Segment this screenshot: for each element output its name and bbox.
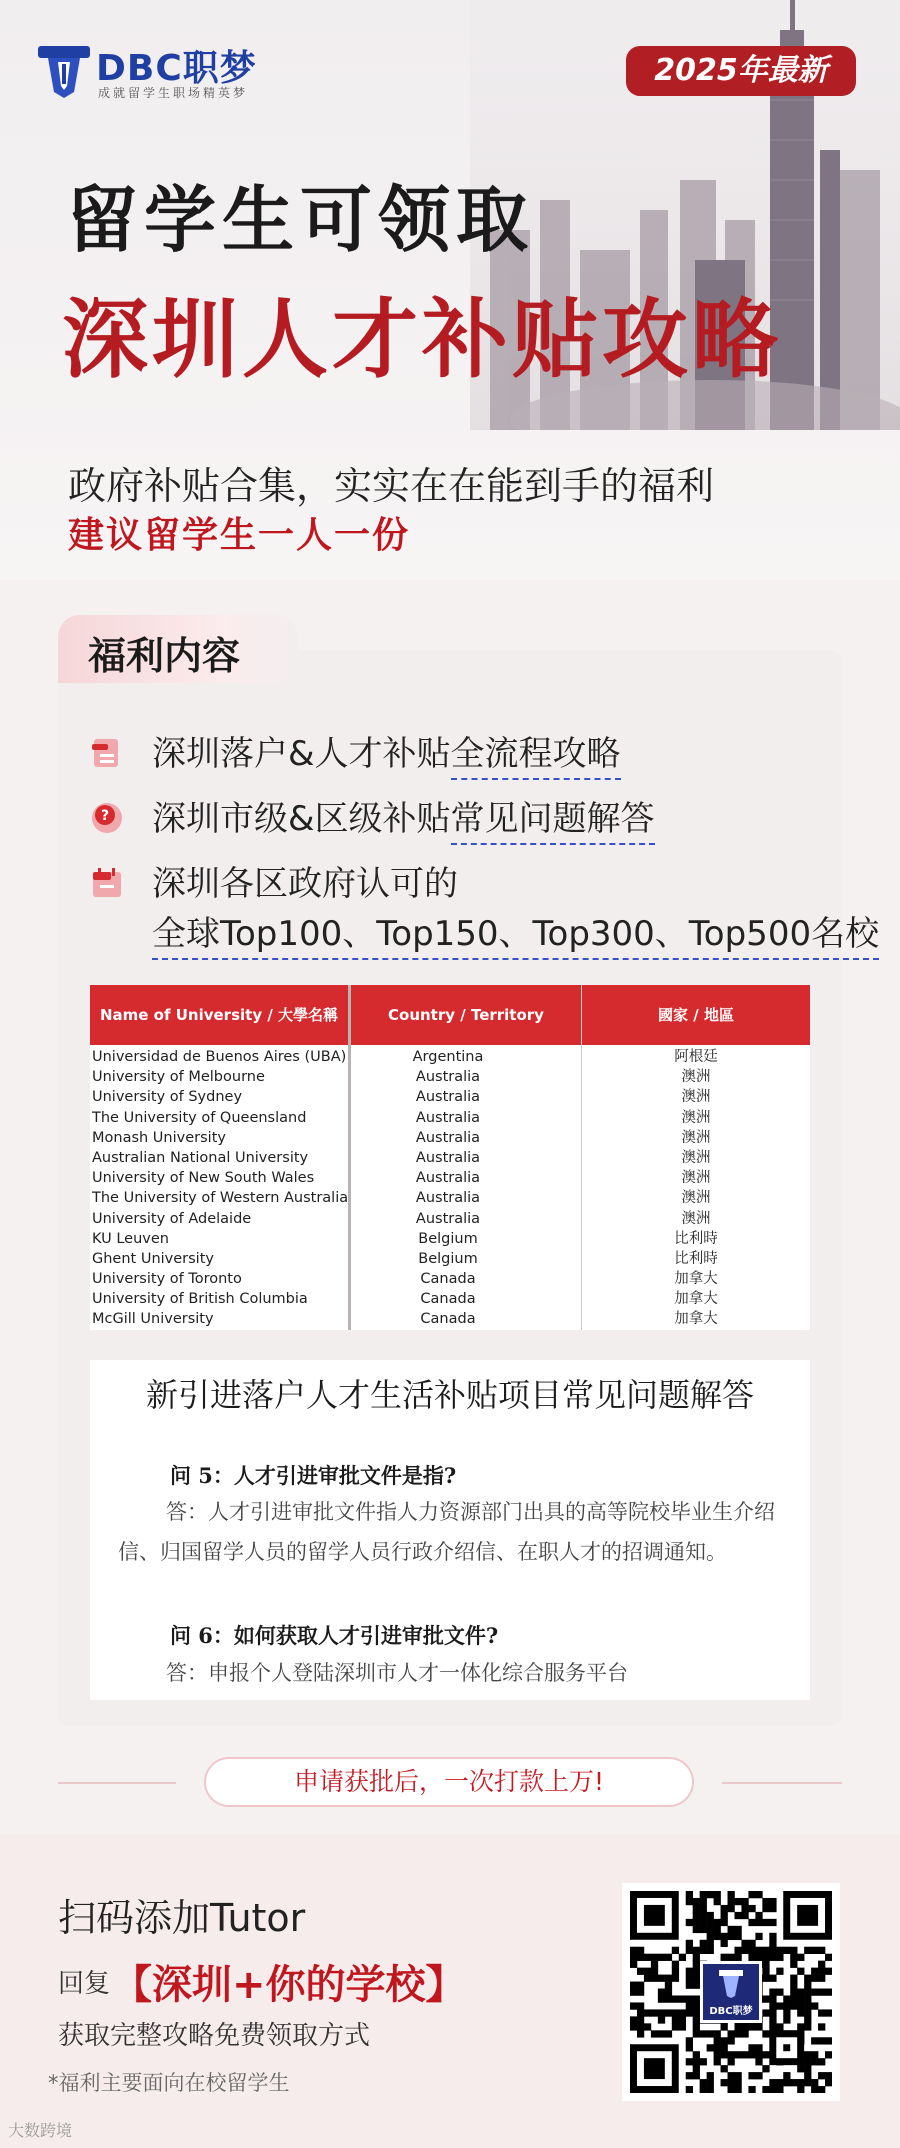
calendar-icon xyxy=(90,866,124,900)
faq-answer-5: 答：人才引进审批文件指人力资源部门出具的高等院校毕业生介绍信、归国留学人员的留学人员行政介绍信、在职人才的招调通知。 xyxy=(118,1500,775,1564)
hero-banner xyxy=(0,0,900,580)
benefit-item-2-text: 深圳市级&区级补贴常见问题解答 xyxy=(152,791,655,840)
dbc-logo-icon xyxy=(719,1970,743,1998)
country-cell: Australia xyxy=(415,1129,481,1146)
university-name-cell: Ghent University xyxy=(92,1250,214,1267)
country-cell: Argentina xyxy=(412,1049,484,1065)
faq-question-6: 问 6：如何获取人才引进审批文件? xyxy=(170,1623,499,1648)
subtitle-line2: 建议留学生一人一份 xyxy=(68,515,411,556)
watermark: 大数跨境 xyxy=(8,2121,73,2140)
footnote: *福利主要面向在校留学生 xyxy=(48,2071,290,2095)
svg-text:?: ? xyxy=(100,808,110,824)
table-row xyxy=(90,1087,810,1107)
university-name-cell: McGill University xyxy=(92,1311,214,1328)
university-name-cell: KU Leuven xyxy=(92,1230,169,1247)
table-row xyxy=(90,1128,810,1148)
benefit-item-3-text-line1: 深圳各区政府认可的 xyxy=(152,864,458,904)
region-cell: 加拿大 xyxy=(674,1271,718,1288)
country-cell: Canada xyxy=(420,1311,476,1328)
faq-title: 新引进落户人才生活补贴项目常见问题解答 xyxy=(145,1376,754,1414)
country-cell: Australia xyxy=(415,1089,481,1106)
table-row xyxy=(90,1047,810,1067)
region-cell: 澳洲 xyxy=(681,1170,711,1187)
divider-line xyxy=(58,1782,176,1784)
faq-question-5: 问 5：人才引进审批文件是指? xyxy=(170,1463,457,1488)
university-name-cell: Monash University xyxy=(92,1129,226,1146)
question-icon xyxy=(90,801,124,835)
region-cell: 比利時 xyxy=(674,1250,718,1267)
qr-code[interactable] xyxy=(622,1883,840,2101)
country-cell: Australia xyxy=(415,1170,481,1187)
table-row xyxy=(90,1067,810,1087)
scan-tutor-text: 扫码添加Tutor xyxy=(58,1896,306,1940)
region-cell: 澳洲 xyxy=(681,1069,711,1086)
university-name-cell: The University of Western Australia xyxy=(92,1190,349,1207)
table-header-region: 國家 / 地區 xyxy=(658,1006,734,1024)
headline-line1: 留学生可领取 xyxy=(66,178,535,262)
brand-name: DBC职梦 xyxy=(96,48,257,89)
university-name-cell: University of Sydney xyxy=(92,1089,243,1106)
country-cell: Australia xyxy=(415,1210,481,1227)
university-name-cell: Australian National University xyxy=(92,1149,309,1166)
benefit-item-3-text-line2: 全球Top100、Top150、Top300、Top500名校 xyxy=(152,914,879,960)
divider-line xyxy=(722,1782,842,1784)
table-row xyxy=(90,1168,810,1188)
subtitle-line1: 政府补贴合集，实实在在能到手的福利 xyxy=(68,464,715,508)
country-cell: Australia xyxy=(415,1149,481,1166)
table-row xyxy=(90,1309,810,1329)
faq-panel xyxy=(90,1360,810,1700)
region-cell: 澳洲 xyxy=(681,1190,711,1207)
region-cell: 比利時 xyxy=(674,1230,718,1247)
country-cell: Belgium xyxy=(418,1250,478,1267)
benefits-tab xyxy=(58,615,298,683)
region-cell: 澳洲 xyxy=(681,1210,711,1227)
university-name-cell: University of Melbourne xyxy=(92,1069,265,1086)
university-name-cell: University of Adelaide xyxy=(92,1210,252,1227)
region-cell: 澳洲 xyxy=(681,1149,711,1166)
reply-prefix: 回复 xyxy=(58,1969,111,1999)
table-header-country: Country / Territory xyxy=(388,1006,544,1024)
table-row xyxy=(90,1188,810,1208)
region-cell: 阿根廷 xyxy=(674,1049,718,1065)
dbc-logo-icon xyxy=(34,40,94,100)
table-row xyxy=(90,1269,810,1289)
table-header-name: Name of University / 大學名稱 xyxy=(99,1006,339,1024)
benefit-item-2-highlight: 常见问题解答 xyxy=(451,799,655,845)
table-header xyxy=(90,985,810,1045)
region-cell: 澳洲 xyxy=(681,1089,711,1106)
reply-keyword: 【深圳+你的学校】 xyxy=(112,1962,466,2008)
headline-line2: 深圳人才补贴攻略 xyxy=(62,290,782,390)
country-cell: Canada xyxy=(420,1271,476,1288)
university-name-cell: University of New South Wales xyxy=(92,1170,315,1187)
cta-pill: 申请获批后，一次打款上万! xyxy=(204,1757,694,1807)
benefit-item-1-highlight: 全流程攻略 xyxy=(451,734,621,780)
university-name-cell: The University of Queensland xyxy=(92,1109,307,1126)
university-name-cell: University of British Columbia xyxy=(92,1291,308,1308)
country-cell: Australia xyxy=(415,1109,481,1126)
brand-tagline: 成就留学生职场精英梦 xyxy=(98,86,249,100)
table-row xyxy=(90,1148,810,1168)
region-cell: 澳洲 xyxy=(681,1109,711,1126)
table-row xyxy=(90,1289,810,1309)
region-cell: 加拿大 xyxy=(674,1291,718,1308)
country-cell: Australia xyxy=(415,1190,481,1207)
faq-answer-6: 答：申报个人登陆深圳市人才一体化综合服务平台 xyxy=(166,1661,628,1685)
list-icon xyxy=(90,736,124,770)
footer xyxy=(0,1835,900,2148)
country-cell: Belgium xyxy=(418,1230,478,1247)
country-cell: Canada xyxy=(420,1291,476,1308)
table-row xyxy=(90,1249,810,1269)
table-row xyxy=(90,1108,810,1128)
region-cell: 澳洲 xyxy=(681,1129,711,1146)
university-name-cell: University of Toronto xyxy=(92,1271,242,1288)
qr-center-logo: DBC职梦 xyxy=(700,1961,762,2023)
table-body xyxy=(90,1047,810,1330)
region-cell: 加拿大 xyxy=(674,1311,718,1328)
get-guide-text: 获取完整攻略免费领取方式 xyxy=(58,2021,371,2051)
benefit-item-1-text: 深圳落户&人才补贴全流程攻略 xyxy=(152,726,621,775)
university-name-cell: Universidad de Buenos Aires (UBA) xyxy=(92,1049,347,1065)
table-row xyxy=(90,1229,810,1249)
university-table xyxy=(90,985,810,1330)
country-cell: Australia xyxy=(415,1069,481,1086)
benefits-tab-label: 福利内容 xyxy=(88,634,241,678)
year-badge: 2025年最新 xyxy=(626,46,856,96)
table-row xyxy=(90,1209,810,1229)
